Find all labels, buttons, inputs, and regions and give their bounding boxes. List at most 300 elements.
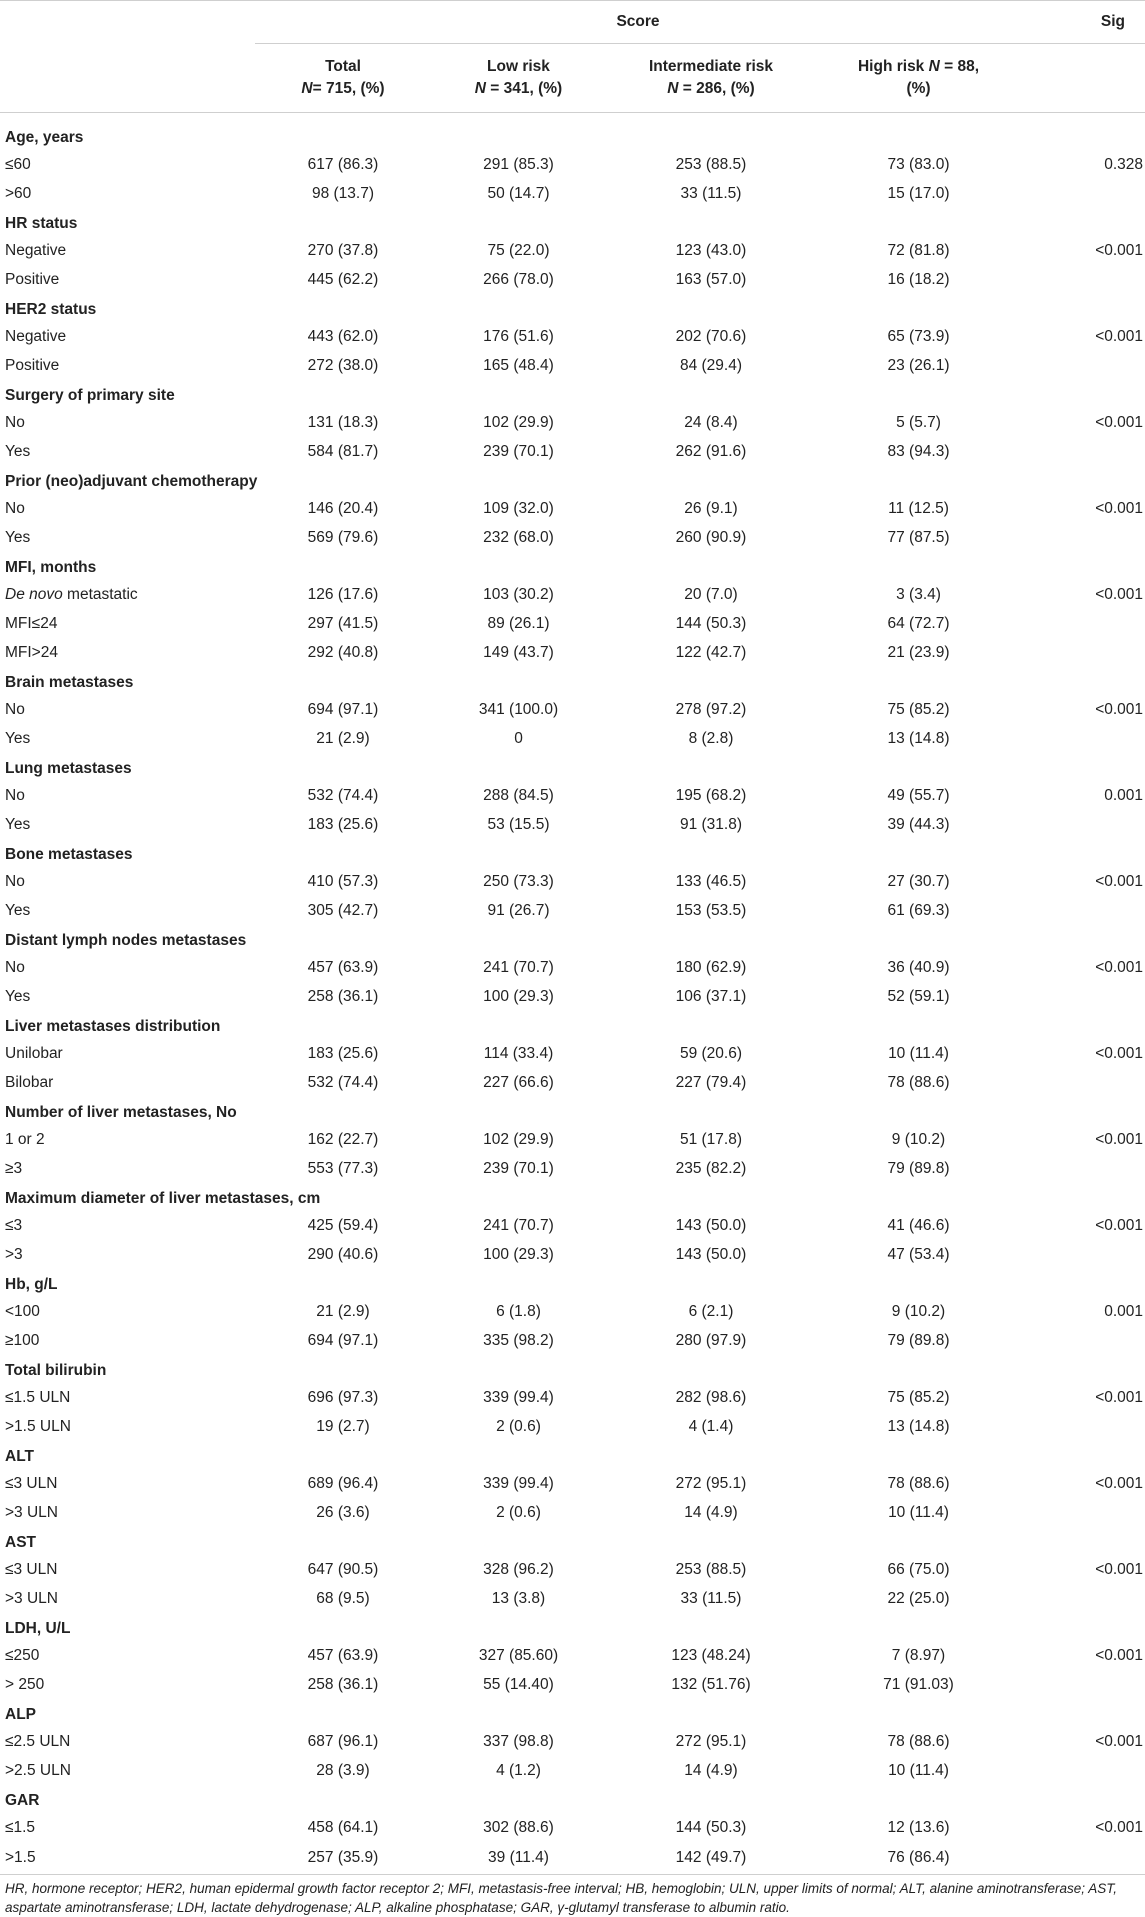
cell-sig: <0.001	[1095, 500, 1144, 517]
cell-intermediate-risk: 143 (50.0)	[675, 1217, 747, 1234]
cell-high-risk: 3 (3.4)	[896, 586, 941, 603]
category-label: HR status	[5, 214, 78, 232]
col-header-high-risk	[816, 44, 1021, 113]
row-label: Negative	[5, 328, 67, 345]
cell-low-risk: 114 (33.4)	[483, 1045, 554, 1062]
cell-high-risk: 9 (10.2)	[891, 1131, 946, 1148]
cell-total: 532 (74.4)	[307, 787, 379, 804]
table-row	[0, 954, 1145, 983]
cell-total: 26 (3.6)	[316, 1504, 370, 1521]
cell-total: 694 (97.1)	[307, 1332, 379, 1349]
cell-intermediate-risk: 133 (46.5)	[675, 873, 747, 890]
cell-total: 445 (62.2)	[307, 271, 379, 288]
cell-high-risk: 13 (14.8)	[887, 1418, 950, 1435]
table-row	[0, 1241, 1145, 1270]
cell-total: 532 (74.4)	[307, 1074, 379, 1091]
row-label: No	[5, 873, 25, 890]
cell-high-risk: 76 (86.4)	[816, 1843, 1021, 1875]
cell-high-risk: 39 (44.3)	[887, 816, 950, 833]
table-row	[0, 438, 1145, 467]
cell-sig: <0.001	[1095, 1561, 1144, 1578]
table-row	[0, 1413, 1145, 1442]
row-label: ≤250	[5, 1647, 40, 1664]
category-label: Bone metastases	[5, 845, 133, 863]
cell-total: 146 (20.4)	[307, 500, 379, 517]
row-label: Yes	[5, 443, 31, 460]
row-label: >3 ULN	[5, 1590, 58, 1607]
cell-low-risk: 2 (0.6)	[496, 1504, 541, 1521]
cell-low-risk: 176 (51.6)	[483, 328, 554, 345]
cell-low-risk: 39 (11.4)	[431, 1843, 606, 1875]
cell-low-risk: 291 (85.3)	[483, 156, 554, 173]
table-row	[0, 1499, 1145, 1528]
category-row	[0, 1442, 1145, 1470]
cell-sig: 0.001	[1104, 787, 1144, 804]
cell-intermediate-risk: 84 (29.4)	[679, 357, 743, 374]
cell-high-risk: 5 (5.7)	[896, 414, 941, 431]
category-label: Maximum diameter of liver metastases, cm	[5, 1189, 321, 1207]
cell-total: 584 (81.7)	[307, 443, 379, 460]
row-label: ≤60	[5, 156, 31, 173]
header-empty-cell	[1021, 44, 1145, 113]
cell-low-risk: 103 (30.2)	[483, 586, 554, 603]
cell-low-risk: 239 (70.1)	[483, 443, 554, 460]
table-row	[0, 696, 1145, 725]
cell-intermediate-risk: 282 (98.6)	[675, 1389, 747, 1406]
col-header-total-line1: Total	[325, 58, 361, 75]
cell-total: 694 (97.1)	[307, 701, 379, 718]
category-row	[0, 295, 1145, 323]
cell-total: 21 (2.9)	[316, 730, 370, 747]
cell-intermediate-risk: 4 (1.4)	[688, 1418, 734, 1435]
category-label: ALT	[5, 1447, 34, 1465]
cell-low-risk: 102 (29.9)	[483, 414, 554, 431]
cell-intermediate-risk: 123 (43.0)	[675, 242, 747, 259]
cell-sig: <0.001	[1095, 242, 1144, 259]
cell-high-risk: 65 (73.9)	[887, 328, 950, 345]
cell-total: 272 (38.0)	[307, 357, 379, 374]
cell-intermediate-risk: 8 (2.8)	[688, 730, 734, 747]
table-row	[0, 323, 1145, 352]
cell-high-risk: 23 (26.1)	[887, 357, 950, 374]
cell-sig: <0.001	[1095, 959, 1144, 976]
cell-intermediate-risk: 26 (9.1)	[684, 500, 738, 517]
row-label: No	[5, 414, 25, 431]
cell-intermediate-risk: 153 (53.5)	[675, 902, 747, 919]
cell-low-risk: 89 (26.1)	[487, 615, 550, 632]
category-label: HER2 status	[5, 300, 97, 318]
cell-low-risk: 55 (14.40)	[483, 1676, 554, 1693]
cell-sig	[1021, 639, 1145, 668]
cell-intermediate-risk: 33 (11.5)	[680, 185, 742, 202]
table-row	[0, 495, 1145, 524]
row-label: ≤3	[5, 1217, 23, 1234]
row-label: ≤1.5 ULN	[5, 1389, 71, 1406]
table-row	[0, 1155, 1145, 1184]
cell-intermediate-risk: 144 (50.3)	[675, 615, 747, 632]
table-row	[0, 1212, 1145, 1241]
row-label: >3	[5, 1246, 23, 1263]
cell-low-risk: 341 (100.0)	[478, 701, 559, 718]
cell-low-risk: 335 (98.2)	[483, 1332, 554, 1349]
cell-intermediate-risk: 272 (95.1)	[675, 1733, 747, 1750]
cell-high-risk: 12 (13.6)	[887, 1819, 950, 1836]
cell-sig	[1021, 1757, 1145, 1786]
cell-intermediate-risk: 33 (11.5)	[680, 1590, 742, 1607]
table-row	[0, 897, 1145, 926]
category-row	[0, 113, 1145, 151]
row-label: MFI>24	[5, 644, 58, 661]
row-label: Yes	[5, 988, 31, 1005]
table-row	[0, 1757, 1145, 1786]
cell-high-risk: 83 (94.3)	[887, 443, 950, 460]
cell-intermediate-risk: 20 (7.0)	[684, 586, 738, 603]
cell-low-risk: 0	[514, 730, 523, 747]
cell-low-risk: 250 (73.3)	[483, 873, 554, 890]
header-empty-cell	[0, 44, 255, 113]
cell-low-risk: 302 (88.6)	[483, 1819, 554, 1836]
table-row	[0, 409, 1145, 438]
cell-total: 617 (86.3)	[307, 156, 379, 173]
cell-high-risk: 10 (11.4)	[888, 1762, 949, 1779]
cell-intermediate-risk: 272 (95.1)	[675, 1475, 747, 1492]
cell-high-risk: 77 (87.5)	[887, 529, 950, 546]
table-row	[0, 1470, 1145, 1499]
cell-intermediate-risk: 14 (4.9)	[684, 1504, 738, 1521]
col-header-intermediate-risk	[606, 44, 816, 113]
cell-total: 258 (36.1)	[307, 988, 379, 1005]
cell-high-risk: 52 (59.1)	[887, 988, 950, 1005]
cell-high-risk: 78 (88.6)	[887, 1733, 950, 1750]
table-row	[0, 1040, 1145, 1069]
cell-total: 258 (36.1)	[307, 1676, 379, 1693]
cell-high-risk: 21 (23.9)	[887, 644, 950, 661]
table-footnote: HR, hormone receptor; HER2, human epidermal growth factor receptor 2; MFI, metastasis-free interval; HB, hemoglobin; ULN, upper limits of normal; ALT, alanine aminotransferase; AST, aspartate aminotransferase; LDH, lactate dehydrogenase; ALP, alkaline phosphatase; GAR, γ-glutamyl transferase to albumin ratio.	[5, 1881, 1117, 1915]
row-label: ≤3 ULN	[5, 1561, 58, 1578]
table-row	[0, 1642, 1145, 1671]
cell-total: 292 (40.8)	[307, 644, 379, 661]
cell-intermediate-risk: 202 (70.6)	[675, 328, 747, 345]
table-row	[0, 237, 1145, 266]
cell-low-risk: 4 (1.2)	[496, 1762, 541, 1779]
table-row	[0, 610, 1145, 639]
category-label: Hb, g/L	[5, 1275, 58, 1293]
cell-total: 569 (79.6)	[307, 529, 379, 546]
cell-intermediate-risk: 195 (68.2)	[675, 787, 747, 804]
cell-sig: <0.001	[1095, 701, 1144, 718]
cell-intermediate-risk: 24 (8.4)	[684, 414, 738, 431]
row-label: ≥3	[5, 1160, 23, 1177]
row-label: Yes	[5, 902, 31, 919]
category-row	[0, 1270, 1145, 1298]
cell-total: 305 (42.7)	[307, 902, 379, 919]
cell-sig	[1021, 1327, 1145, 1356]
cell-high-risk: 64 (72.7)	[887, 615, 950, 632]
row-label: No	[5, 787, 25, 804]
table-row	[0, 1585, 1145, 1614]
row-label: Positive	[5, 271, 60, 288]
col-header-mid-line1: Intermediate risk	[648, 58, 774, 75]
cell-sig: <0.001	[1095, 414, 1144, 431]
col-header-total	[255, 44, 431, 113]
cell-sig: <0.001	[1095, 873, 1144, 890]
score-header: Score	[255, 1, 1021, 44]
cell-sig: 0.328	[1104, 156, 1144, 173]
category-row	[0, 209, 1145, 237]
row-label: >3 ULN	[5, 1504, 58, 1521]
sig-header: Sig	[1021, 1, 1145, 44]
category-label: Liver metastases distribution	[5, 1017, 221, 1035]
cell-low-risk: 53 (15.5)	[487, 816, 550, 833]
cell-sig	[1021, 610, 1145, 639]
cell-total: 425 (59.4)	[307, 1217, 379, 1234]
row-label: ≤1.5	[5, 1819, 36, 1836]
cell-total: 162 (22.7)	[307, 1131, 379, 1148]
cell-low-risk: 227 (66.6)	[483, 1074, 554, 1091]
cell-low-risk: 266 (78.0)	[483, 271, 554, 288]
col-header-low-line2: N = 341, (%)	[474, 80, 563, 97]
cell-low-risk: 100 (29.3)	[483, 988, 554, 1005]
cell-intermediate-risk: 253 (88.5)	[675, 156, 747, 173]
category-label: MFI, months	[5, 558, 97, 576]
cell-intermediate-risk: 123 (48.24)	[671, 1647, 751, 1664]
cell-sig	[1021, 1413, 1145, 1442]
cell-total: 131 (18.3)	[307, 414, 379, 431]
cell-total: 183 (25.6)	[307, 816, 379, 833]
cell-sig	[1021, 811, 1145, 840]
cell-high-risk: 75 (85.2)	[887, 1389, 950, 1406]
cell-total: 270 (37.8)	[307, 242, 379, 259]
cell-low-risk: 13 (3.8)	[491, 1590, 546, 1607]
cell-high-risk: 66 (75.0)	[887, 1561, 950, 1578]
category-row	[0, 1786, 1145, 1814]
cell-sig	[1021, 1585, 1145, 1614]
cell-low-risk: 75 (22.0)	[487, 242, 550, 259]
cell-total: 443 (62.0)	[307, 328, 379, 345]
cell-total: 126 (17.6)	[307, 586, 379, 603]
cell-sig: <0.001	[1095, 1647, 1144, 1664]
col-header-high-line2: (%)	[906, 80, 931, 97]
cell-high-risk: 78 (88.6)	[887, 1074, 950, 1091]
category-label: GAR	[5, 1791, 40, 1809]
table-row	[0, 1298, 1145, 1327]
cell-high-risk: 16 (18.2)	[887, 271, 950, 288]
row-label: De novo metastatic	[5, 586, 138, 603]
category-row	[0, 1184, 1145, 1212]
cell-intermediate-risk: 122 (42.7)	[675, 644, 747, 661]
cell-intermediate-risk: 91 (31.8)	[679, 816, 743, 833]
cell-low-risk: 6 (1.8)	[496, 1303, 541, 1320]
category-label: Brain metastases	[5, 673, 134, 691]
category-label: Age, years	[5, 128, 84, 146]
row-label: Yes	[5, 730, 31, 747]
category-row	[0, 467, 1145, 495]
cell-total: 696 (97.3)	[307, 1389, 379, 1406]
row-label: >1.5 ULN	[5, 1418, 71, 1435]
category-row	[0, 754, 1145, 782]
cell-sig	[1021, 897, 1145, 926]
cell-low-risk: 100 (29.3)	[483, 1246, 554, 1263]
col-header-low-line1: Low risk	[487, 58, 550, 75]
table-row	[0, 1126, 1145, 1155]
cell-intermediate-risk: 260 (90.9)	[675, 529, 747, 546]
cell-sig	[1021, 524, 1145, 553]
cell-sig: 0.001	[1104, 1303, 1144, 1320]
cell-intermediate-risk: 142 (49.7)	[606, 1843, 816, 1875]
table-row	[0, 151, 1145, 180]
cell-low-risk: 2 (0.6)	[496, 1418, 541, 1435]
cell-total: 457 (63.9)	[307, 1647, 379, 1664]
cell-total: 410 (57.3)	[307, 873, 379, 890]
cell-low-risk: 339 (99.4)	[483, 1389, 554, 1406]
cell-low-risk: 327 (85.60)	[478, 1647, 559, 1664]
cell-total: 647 (90.5)	[307, 1561, 379, 1578]
cell-sig: <0.001	[1095, 586, 1144, 603]
table-row	[0, 1556, 1145, 1585]
table-row	[0, 639, 1145, 668]
cell-total: 458 (64.1)	[307, 1819, 379, 1836]
table-row	[0, 868, 1145, 897]
cell-sig	[1021, 1155, 1145, 1184]
header-row-score	[0, 1, 1145, 44]
cell-sig	[1021, 1069, 1145, 1098]
col-header-total-line2: N= 715, (%)	[301, 80, 385, 97]
cell-intermediate-risk: 262 (91.6)	[675, 443, 747, 460]
category-label: AST	[5, 1533, 36, 1551]
cell-high-risk: 75 (85.2)	[887, 701, 950, 718]
cell-high-risk: 71 (91.03)	[883, 1676, 954, 1693]
cell-intermediate-risk: 143 (50.0)	[675, 1246, 747, 1263]
cell-sig	[1021, 266, 1145, 295]
cell-intermediate-risk: 280 (97.9)	[675, 1332, 747, 1349]
row-label: >1.5	[0, 1843, 255, 1875]
cell-low-risk: 337 (98.8)	[483, 1733, 554, 1750]
category-label: Prior (neo)adjuvant chemotherapy	[5, 472, 258, 490]
category-row	[0, 668, 1145, 696]
row-label: ≥100	[5, 1332, 40, 1349]
cell-intermediate-risk: 180 (62.9)	[675, 959, 747, 976]
table-row	[0, 725, 1145, 754]
table-row	[0, 1843, 1145, 1875]
cell-low-risk: 288 (84.5)	[483, 787, 554, 804]
cell-low-risk: 149 (43.7)	[483, 644, 554, 661]
cell-sig: <0.001	[1095, 1131, 1144, 1148]
cell-high-risk: 36 (40.9)	[887, 959, 950, 976]
row-label: No	[5, 701, 25, 718]
cell-intermediate-risk: 227 (79.4)	[675, 1074, 747, 1091]
category-row	[0, 1614, 1145, 1642]
cell-total: 553 (77.3)	[307, 1160, 379, 1177]
cell-sig	[1021, 180, 1145, 209]
cell-high-risk: 41 (46.6)	[887, 1217, 950, 1234]
cell-intermediate-risk: 6 (2.1)	[688, 1303, 734, 1320]
category-label: LDH, U/L	[5, 1619, 71, 1637]
cell-intermediate-risk: 14 (4.9)	[684, 1762, 738, 1779]
cell-sig: <0.001	[1095, 1475, 1144, 1492]
cell-high-risk: 22 (25.0)	[887, 1590, 950, 1607]
cell-high-risk: 78 (88.6)	[887, 1475, 950, 1492]
category-label: Lung metastases	[5, 759, 132, 777]
table-body	[0, 113, 1145, 1875]
cell-high-risk: 79 (89.8)	[887, 1332, 950, 1349]
cell-intermediate-risk: 278 (97.2)	[675, 701, 747, 718]
row-label: 1 or 2	[5, 1131, 45, 1148]
cell-high-risk: 13 (14.8)	[887, 730, 950, 747]
table-row	[0, 1384, 1145, 1413]
category-row	[0, 1356, 1145, 1384]
cell-low-risk: 239 (70.1)	[483, 1160, 554, 1177]
cell-total: 19 (2.7)	[316, 1418, 370, 1435]
cell-total: 98 (13.7)	[311, 185, 375, 202]
cell-low-risk: 91 (26.7)	[487, 902, 550, 919]
category-label: Surgery of primary site	[5, 386, 175, 404]
cell-sig: <0.001	[1095, 1045, 1144, 1062]
cell-sig	[1021, 1499, 1145, 1528]
cell-intermediate-risk: 235 (82.2)	[675, 1160, 747, 1177]
row-label: ≤2.5 ULN	[5, 1733, 71, 1750]
category-row	[0, 1528, 1145, 1556]
cell-sig	[1021, 1671, 1145, 1700]
row-label: Negative	[5, 242, 67, 259]
row-label: No	[5, 959, 25, 976]
cell-sig	[1021, 1843, 1145, 1875]
cell-high-risk: 11 (12.5)	[888, 500, 949, 517]
table-row	[0, 782, 1145, 811]
table-row	[0, 983, 1145, 1012]
category-row	[0, 926, 1145, 954]
category-row	[0, 553, 1145, 581]
cell-sig: <0.001	[1095, 1217, 1144, 1234]
cell-total: 297 (41.5)	[307, 615, 379, 632]
cell-sig: <0.001	[1095, 1389, 1144, 1406]
row-label: Yes	[5, 529, 31, 546]
cell-intermediate-risk: 163 (57.0)	[675, 271, 747, 288]
table-row	[0, 266, 1145, 295]
table-row	[0, 581, 1145, 610]
row-label: ≤3 ULN	[5, 1475, 58, 1492]
category-label: Distant lymph nodes metastases	[5, 931, 247, 949]
row-label: Yes	[5, 816, 31, 833]
cell-total: 290 (40.6)	[307, 1246, 379, 1263]
cell-high-risk: 79 (89.8)	[887, 1160, 950, 1177]
category-label: ALP	[5, 1705, 36, 1723]
cell-sig	[1021, 725, 1145, 754]
row-label: Bilobar	[5, 1074, 54, 1091]
cell-low-risk: 339 (99.4)	[483, 1475, 554, 1492]
cell-intermediate-risk: 132 (51.76)	[671, 1676, 751, 1693]
cell-total: 21 (2.9)	[316, 1303, 370, 1320]
cell-total: 68 (9.5)	[316, 1590, 370, 1607]
cell-low-risk: 109 (32.0)	[483, 500, 554, 517]
cell-total: 257 (35.9)	[255, 1843, 431, 1875]
table-row	[0, 1814, 1145, 1843]
cell-high-risk: 9 (10.2)	[891, 1303, 946, 1320]
category-row	[0, 1098, 1145, 1126]
cell-total: 28 (3.9)	[316, 1762, 370, 1779]
cell-total: 687 (96.1)	[307, 1733, 379, 1750]
table-row	[0, 1327, 1145, 1356]
cell-low-risk: 328 (96.2)	[483, 1561, 554, 1578]
row-label: > 250	[5, 1676, 45, 1693]
row-label: Positive	[5, 357, 60, 374]
cell-low-risk: 102 (29.9)	[483, 1131, 554, 1148]
table-row	[0, 524, 1145, 553]
cell-sig	[1021, 352, 1145, 381]
cell-high-risk: 10 (11.4)	[888, 1504, 949, 1521]
cell-high-risk: 15 (17.0)	[887, 185, 950, 202]
table-row	[0, 1728, 1145, 1757]
cell-total: 689 (96.4)	[307, 1475, 379, 1492]
